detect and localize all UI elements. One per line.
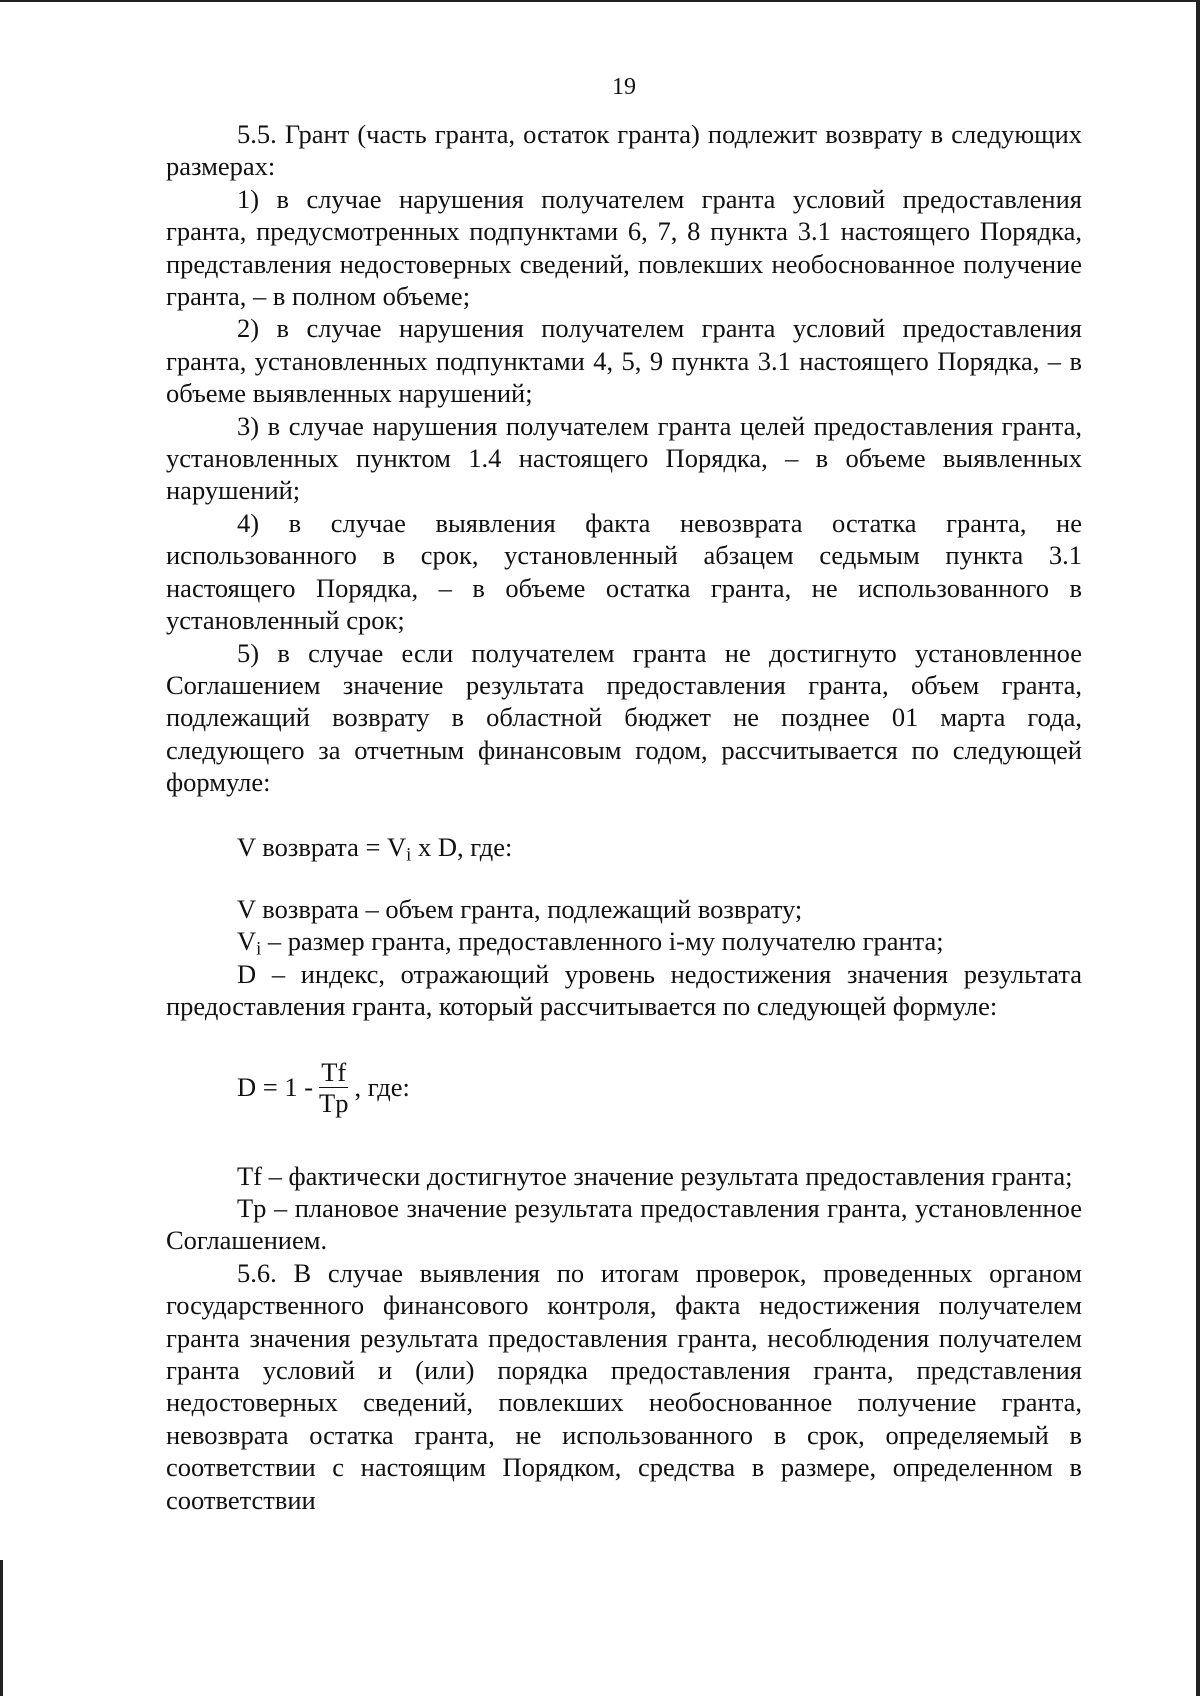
paragraph-5-6: 5.6. В случае выявления по итогам проверок, проведенных органом государственного финансового контроля, факта недостижения получателем гранта значения результата предоставления гранта, несоблюдения получателем гранта условий и (или) порядка предоставления гранта, представления недостоверных сведений, повлекших необоснованное получение гранта, невозврата остатка гранта, не использованного в срок, определяемый в соответствии с настоящим Порядком, средства в размере, определенном в соответствии bbox=[166, 1257, 1082, 1515]
formula-v-return bbox=[166, 831, 1082, 866]
definition-v-return: V возврата – объем гранта, подлежащий возврату; bbox=[237, 893, 803, 924]
paragraph-5-5-intro: 5.5. Грант (часть гранта, остаток гранта) подлежит возврату в следующих размерах: bbox=[166, 119, 1082, 182]
list-item-3: 3) в случае нарушения получателем гранта целей предоставления гранта, установленных пунктом 1.4 настоящего Порядка, – в объеме выявленных нарушений; bbox=[166, 410, 1082, 506]
definition-vi-subscript: i bbox=[256, 938, 262, 960]
page-number: 19 bbox=[612, 74, 636, 100]
formula-d-fraction bbox=[317, 1057, 350, 1118]
formula-v-return-lhs: V возврата = V bbox=[237, 831, 407, 862]
definition-vi bbox=[166, 925, 1082, 960]
scan-edge-right bbox=[1196, 0, 1200, 1696]
definition-tf: Tf – фактически достигнутое значение результата предоставления гранта; bbox=[237, 1160, 1073, 1191]
document-body bbox=[166, 118, 1082, 1516]
scan-edge-top bbox=[0, 0, 1200, 2]
definition-vi-text: – размер гранта, предоставленного i-му получателю гранта; bbox=[261, 926, 944, 957]
list-item-4: 4) в случае выявления факта невозврата остатка гранта, не использованного в срок, установленный абзацем седьмым пункта 3.1 настоящего Порядка, – в объеме остатка гранта, не использованного в установленный срок; bbox=[166, 507, 1082, 636]
formula-d-lhs: D = 1 - bbox=[237, 1071, 314, 1102]
list-item-1: 1) в случае нарушения получателем гранта условий предоставления гранта, предусмотренных подпунктами 6, 7, 8 пункта 3.1 настоящего Порядка, представления недостоверных сведений, повлекших необоснованное получение гранта, – в полном объеме; bbox=[166, 183, 1082, 312]
formula-v-return-subscript: i bbox=[406, 844, 412, 866]
formula-d-suffix: , где: bbox=[354, 1071, 410, 1102]
definition-d: D – индекс, отражающий уровень недостижения значения результата предоставления гранта, который рассчитывается по следующей формуле: bbox=[166, 958, 1082, 1022]
scan-edge-left bbox=[0, 1560, 3, 1696]
definition-vi-symbol: V bbox=[237, 926, 257, 957]
definition-tp: Tp – плановое значение результата предоставления гранта, установленное Соглашением. bbox=[166, 1192, 1082, 1256]
fraction-denominator: Tp bbox=[319, 1087, 349, 1118]
fraction-numerator: Tf bbox=[321, 1056, 347, 1087]
list-item-5: 5) в случае если получателем гранта не достигнуто установленное Соглашением значение результата предоставления гранта, объем гранта, подлежащий возврату в областной бюджет не позднее 01 марта года, следующего за отчетным финансовым годом, рассчитывается по следующей формуле: bbox=[166, 637, 1082, 798]
formula-v-return-rhs: x D, где: bbox=[411, 831, 513, 862]
list-item-2: 2) в случае нарушения получателем гранта условий предоставления гранта, установленных подпунктами 4, 5, 9 пункта 3.1 настоящего Порядка, – в объеме выявленных нарушений; bbox=[166, 313, 1082, 409]
formula-d bbox=[166, 1057, 1082, 1118]
